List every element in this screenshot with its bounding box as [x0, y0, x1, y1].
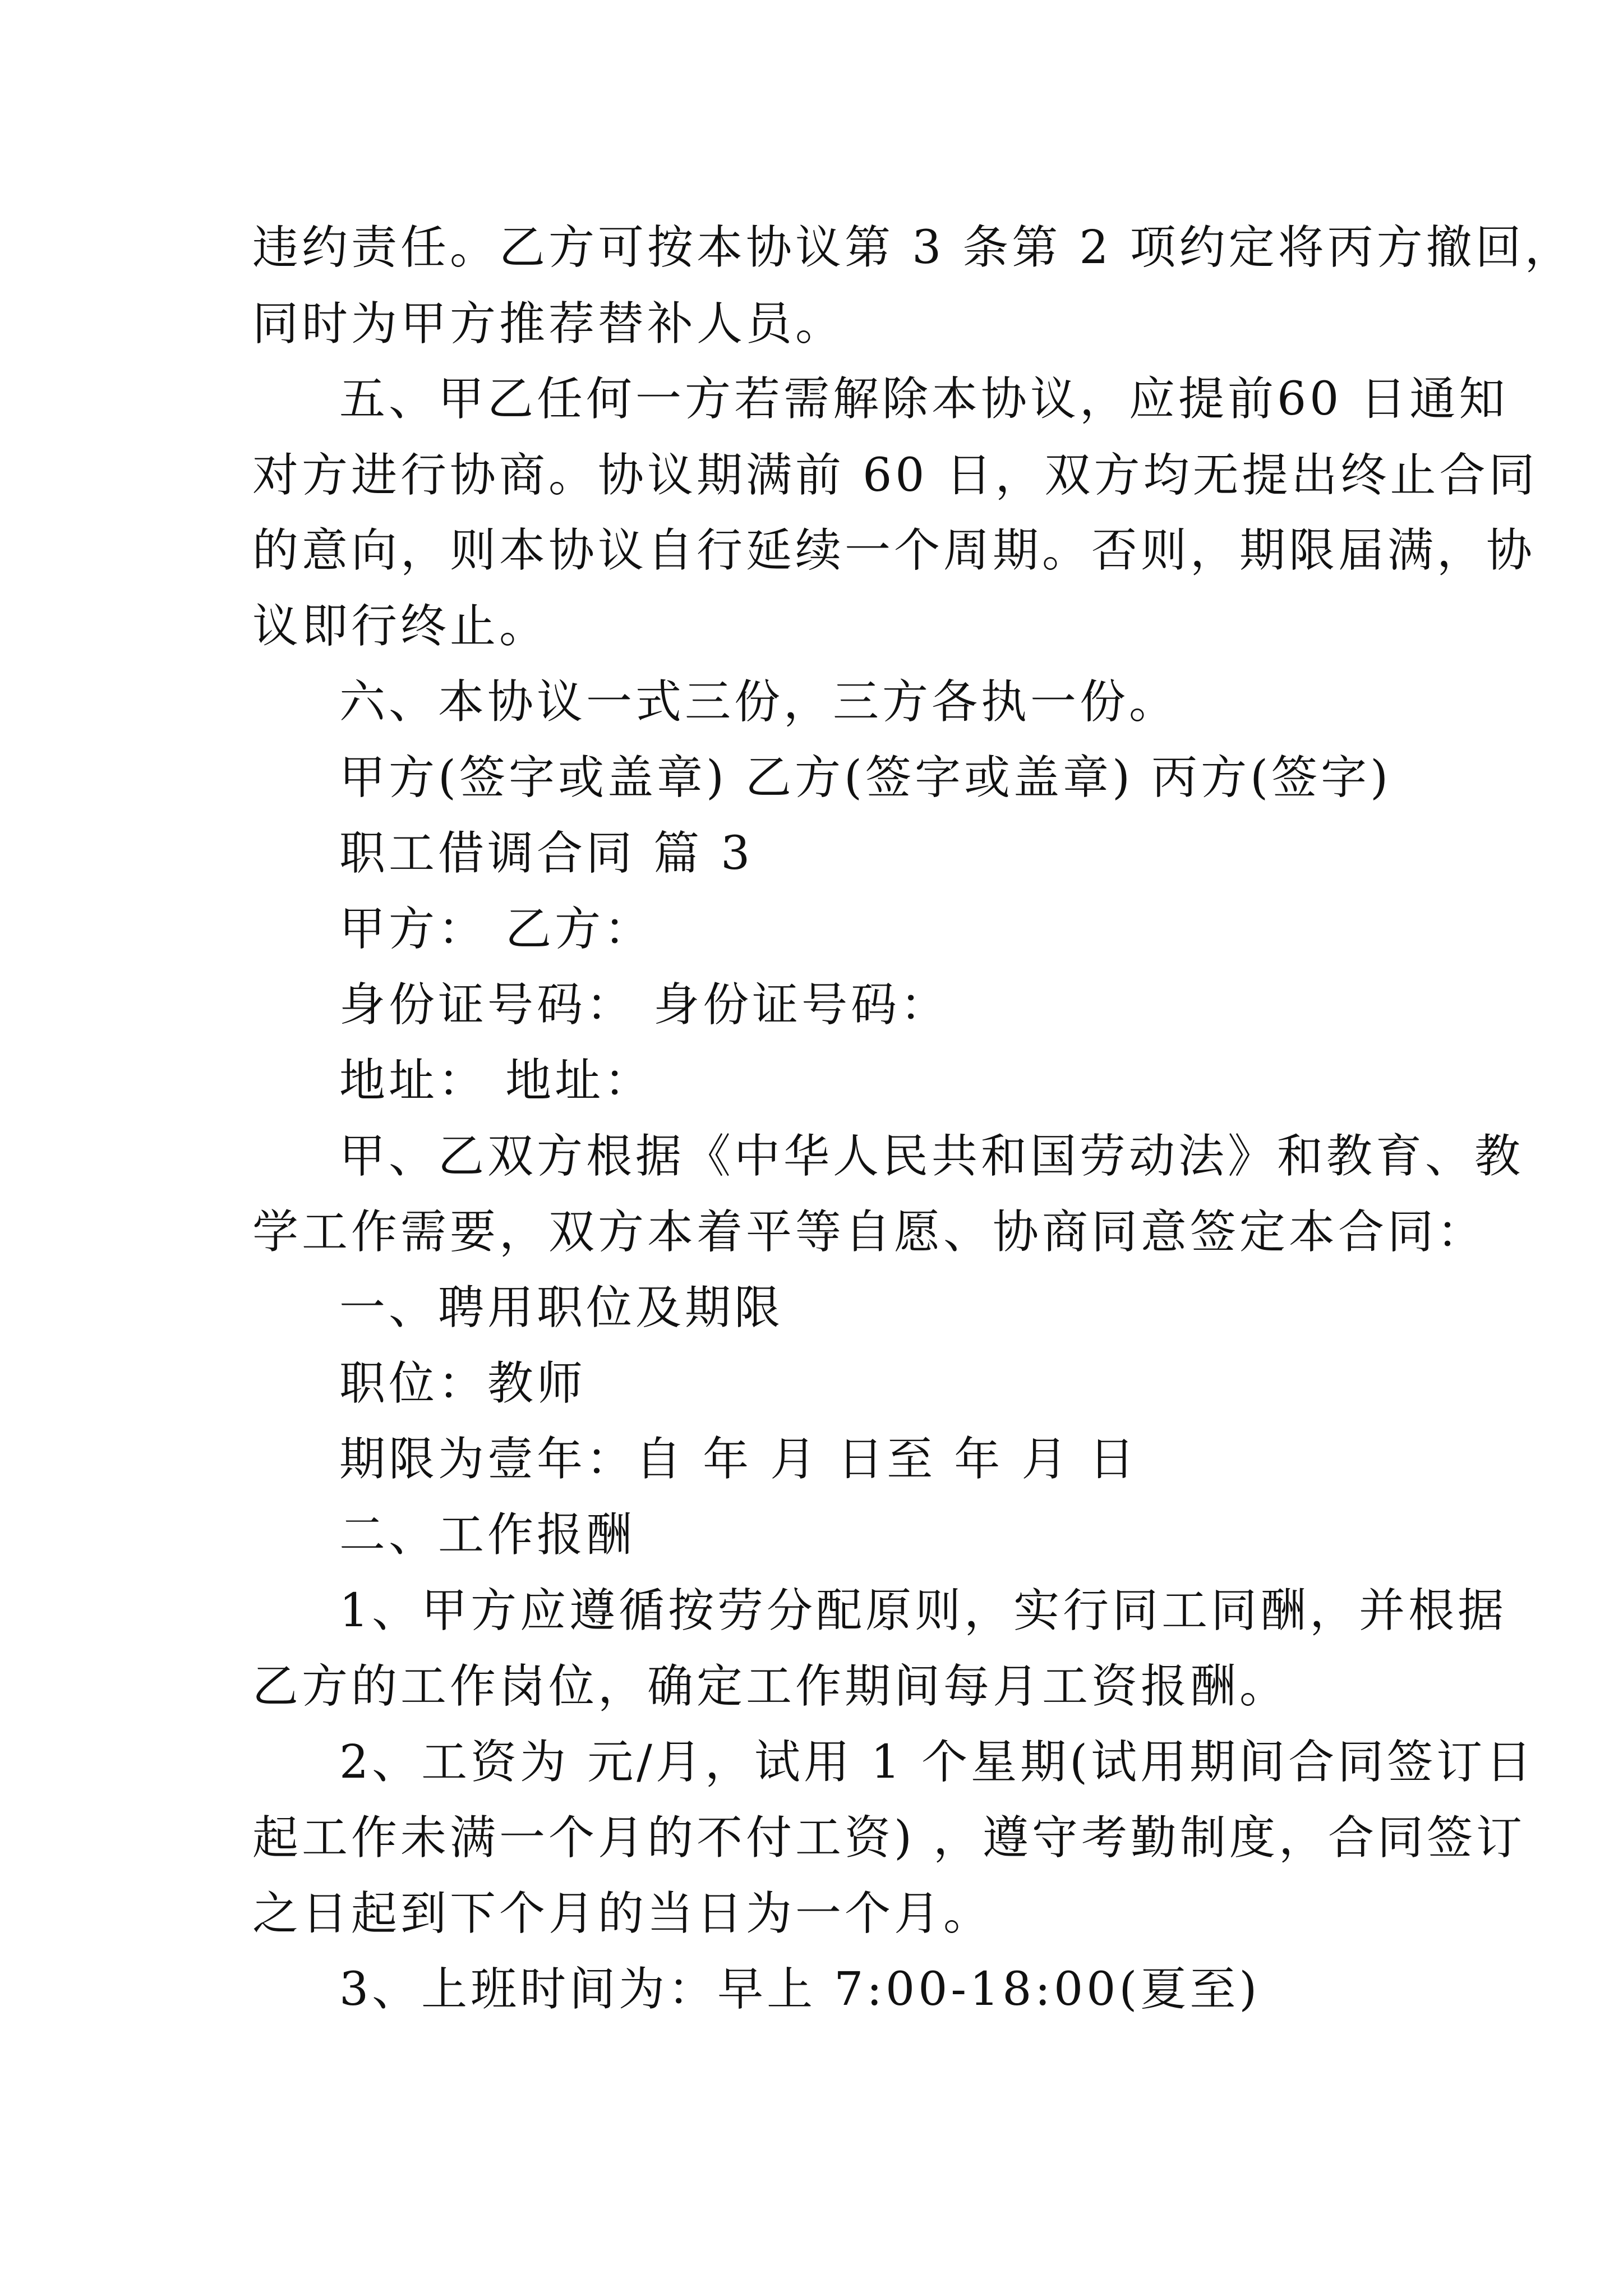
paragraph-line: 期限为壹年：自 年 月 日至 年 月 日	[339, 1433, 1138, 1486]
paragraph-line: 3、上班时间为：早上 7:00-18:00(夏至)	[339, 1963, 1261, 2016]
paragraph-line: 乙方的工作岗位，确定工作期间每月工资报酬。	[252, 1660, 1289, 1713]
party-line: 甲方： 乙方：	[339, 903, 654, 956]
paragraph-line: 六、本协议一式三份，三方各执一份。	[339, 675, 1179, 729]
clause-heading: 一、聘用职位及期限	[339, 1281, 784, 1335]
paragraph-line: 起工作未满一个月的不付工资) ，遵守考勤制度，合同签订	[252, 1811, 1526, 1865]
paragraph-line: 议即行终止。	[252, 600, 549, 653]
paragraph-line: 甲、乙双方根据《中华人民共和国劳动法》和教育、教	[339, 1130, 1524, 1183]
paragraph-line: 五、甲乙任何一方若需解除本协议，应提前60 日通知	[339, 372, 1509, 426]
section-title: 职工借调合同 篇 3	[339, 827, 754, 880]
signature-line: 甲方(签字或盖章) 乙方(签字或盖章) 丙方(签字)	[339, 751, 1392, 804]
paragraph-line: 的意向，则本协议自行延续一个周期。否则，期限届满，协	[252, 524, 1536, 577]
paragraph-line: 违约责任。乙方可按本协议第 3 条第 2 项约定将丙方撤回，	[252, 221, 1574, 274]
id-number-line: 身份证号码： 身份证号码：	[339, 978, 950, 1032]
clause-heading: 二、工作报酬	[339, 1508, 636, 1562]
paragraph-line: 同时为甲方推荐替补人员。	[252, 297, 845, 351]
address-line: 地址： 地址：	[339, 1054, 654, 1107]
paragraph-line: 学工作需要，双方本着平等自愿、协商同意签定本合同：	[252, 1205, 1487, 1259]
paragraph-line: 之日起到下个月的当日为一个月。	[252, 1887, 993, 1940]
paragraph-line: 对方进行协商。协议期满前 60 日，双方均无提出终止合同	[252, 449, 1538, 502]
paragraph-line: 2、工资为 元/月，试用 1 个星期(试用期间合同签订日	[339, 1736, 1536, 1789]
paragraph-line: 职位：教师	[339, 1357, 587, 1410]
paragraph-line: 1、甲方应遵循按劳分配原则，实行同工同酬，并根据	[339, 1584, 1507, 1637]
